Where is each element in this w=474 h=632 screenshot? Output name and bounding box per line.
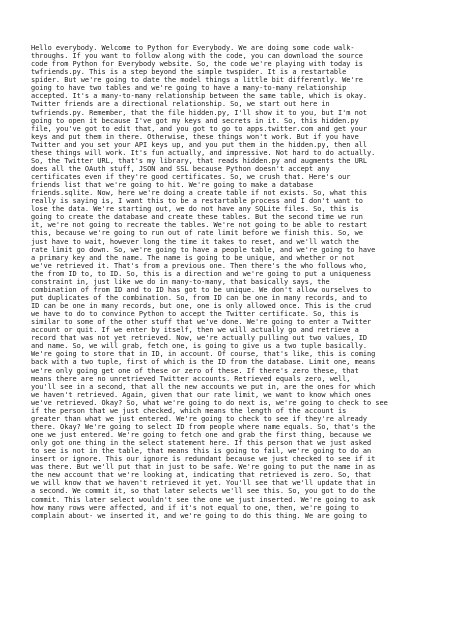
text-line: file, you've got to edit that, and you got to go to apps.twitter.com and get your — [31, 124, 368, 133]
text-line: one we just entered. We're going to fetch one and grab the first thing, because we — [31, 431, 372, 439]
text-line: rate limit go down. So, we're going to have a people table, and we're going to have — [31, 245, 376, 254]
text-line: and name. So, we will grab, fetch one, is going to give us a two tuple basically. — [31, 342, 368, 351]
text-line: the new account that we're looking at, indicating that retrieved is zero. So, that — [31, 471, 372, 480]
text-line: these things will work. It's fun actually, and impressive. Not hard to do actually. — [31, 148, 376, 157]
text-line: throughs. If you want to follow along with the code, you can download the source — [31, 52, 363, 61]
text-line: going to have two tables and we're going to have a many-to-many relationship — [31, 84, 347, 93]
text-line: complain about- we inserted it, and we're going to do this thing. We are going to — [31, 511, 368, 520]
text-line: Twitter friends are a directional relationship. So, we start out here in — [31, 100, 330, 109]
text-line: means there are no unretrieved Twitter accounts. Retrieved equals zero, well, — [31, 374, 351, 383]
text-line: a second. We commit it, so that later selects we'll see this. So, you got to do the — [31, 487, 376, 496]
text-line: spider. But we're going to date the model things a little bit differently. We're — [31, 76, 363, 85]
text-line: we're only going get one of these or zero of these. If there's zero these, that — [31, 366, 359, 375]
text-line: we will know that we haven't retrieved it yet. You'll see that we'll update that in — [31, 479, 376, 488]
text-line: accepted. It's a many-to-many relationship between the same table, which is okay. — [31, 92, 368, 101]
text-line: we've retrieved. Okay? So, what we're going to do next is, we're going to check to see — [31, 398, 388, 407]
text-line: put duplicates of the combination. So, from ID can be one in many records, and to — [31, 293, 368, 302]
text-line: to see is not in the table, that means this is going to fail, we're going to do an — [31, 447, 372, 456]
text-line: ID can be one in many records, but one, one is only allowed once. This is the crud — [31, 302, 372, 310]
text-line: Twitter and you set your API keys up, and you put them in the hidden.py, then all — [31, 140, 368, 149]
text-line: it, we're not going to recreate the tables. We're not going to be able to restart — [31, 221, 368, 230]
text-line: combination of from ID and to ID has got to be unique. We don't allow ourselves to — [31, 285, 372, 294]
text-line: So, the Twitter URL, that's my library, that reads hidden.py and augments the URL — [31, 156, 368, 165]
text-line: keys and put them in there. Otherwise, these things won't work. But if you have — [31, 132, 359, 141]
text-line: friends.sqlite. Now, here we're doing a create table if not exists. So, what this — [31, 189, 368, 198]
text-line: lose the data. We're starting out, we do not have any SQLite files. So, this is — [31, 205, 359, 214]
text-line: you'll see in a second, that all the new accounts we put in, are the ones for which — [31, 382, 376, 391]
text-line: was there. But we'll put that in just to be safe. We're going to put the name in as — [31, 463, 376, 472]
text-line: insert or ignore. This our ignore is redundant because we just checked to see if it — [31, 455, 376, 464]
text-line: if the person that we just checked, which means the length of the account is — [31, 406, 347, 415]
text-line: going to create the database and create these tables. But the second time we run — [31, 213, 363, 222]
text-line: the from ID to, to ID. So, this is a direction and we're going to put a uniqueness — [31, 269, 372, 278]
text-line: We're going to store that in ID, in account. Of course, that's like, this is coming — [31, 350, 376, 359]
text-line: record that was not yet retrieved. Now, we're actually pulling out two values, ID — [31, 334, 368, 343]
text-line: how many rows were affected, and if it's not equal to one, then, we're going to — [31, 503, 359, 512]
text-line: this, because we're going to run out of rate limit before we finish this. So, we — [31, 229, 363, 238]
text-line: greater than what we just entered. We're going to check to see if they're already — [31, 414, 368, 423]
text-line: constraint in, just like we do in many-to-many, that basically says, the — [31, 277, 330, 286]
text-line: account or quit. If we enter by itself, then we will actually go and retrieve a — [31, 326, 359, 335]
text-line: there. Okay? We're going to select ID from people where name equals. So, that's the — [31, 422, 376, 431]
text-line: back with a two tuple, first of which is the ID from the database. Limit one, means — [31, 358, 376, 367]
transcript-body — [31, 44, 447, 520]
text-line: Hello everybody. Welcome to Python for Everybody. We are doing some code walk- — [31, 44, 355, 52]
text-line: really is saying is, I want this to be a restartable process and I don't want to — [31, 197, 363, 206]
text-line: code from Python for Everybody website. So, the code we're playing with today is — [31, 60, 363, 69]
text-line: going to open it because I've got my keys and secrets in it. So, this hidden.py — [31, 116, 359, 125]
text-line: we've retrieved it. That's from a previous one. Then there's the who follows who, — [31, 261, 368, 270]
text-line: we have to do to convince Python to accept the Twitter certificate. So, this is — [31, 310, 359, 319]
text-line: similar to some of the other stuff that we've done. We're going to enter a Twitter — [31, 318, 372, 327]
text-line: a primary key and the name. The name is going to be unique, and whether or not — [31, 253, 355, 262]
text-line: only got one thing in the select statement here. If this person that we just asked — [31, 439, 372, 448]
text-line: does all the OAuth stuff, JSON and SSL because Python doesn't accept any — [31, 164, 330, 173]
text-line: certificates even if they're good certificates. So, we crush that. Here's our — [31, 173, 351, 181]
text-line: friends list that we're going to hit. We're going to make a database — [31, 181, 314, 190]
text-line: commit. This later select wouldn't see the one we just inserted. We're going to ask — [31, 495, 376, 504]
text-line: just have to wait, however long the time it takes to reset, and we'll watch the — [31, 237, 359, 246]
text-line: twfriends.py. Remember, that the file hidden.py, I'll show it to you, but I'm not — [31, 108, 368, 117]
text-line: twfriends.py. This is a step beyond the simple twspider. It is a restartable — [31, 68, 347, 77]
text-line: we haven't retrieved. Again, given that our rate limit, we want to know which ones — [31, 390, 372, 399]
